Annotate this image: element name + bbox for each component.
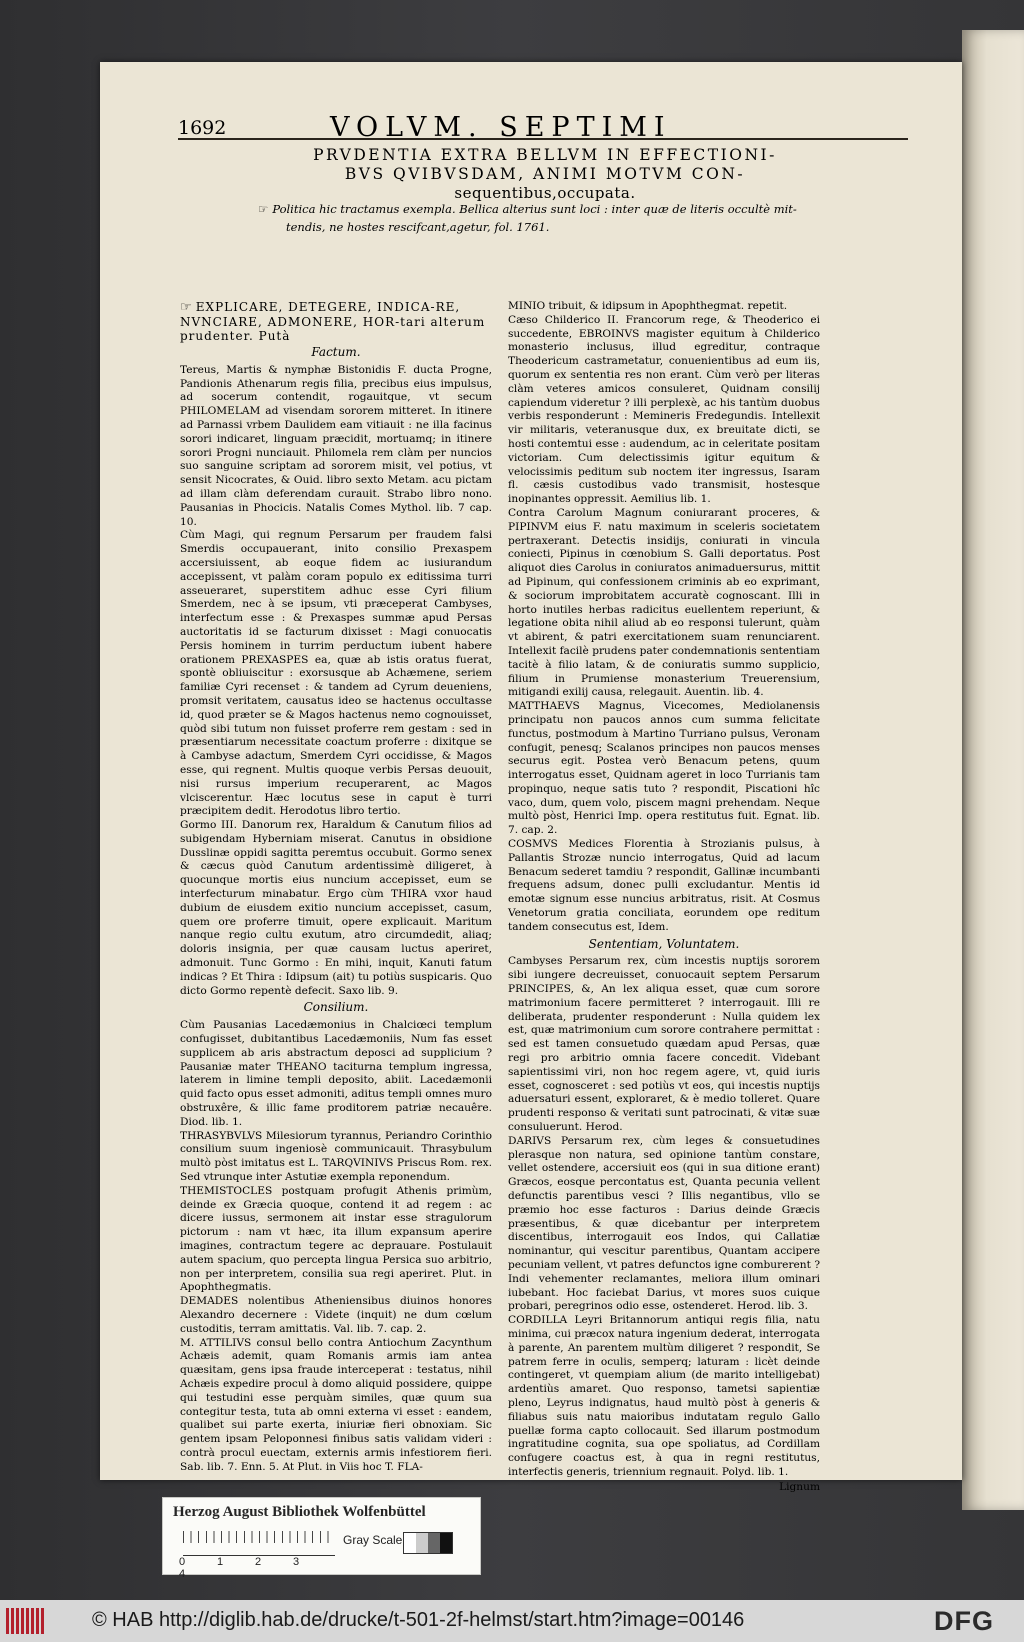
viewer-footer — [0, 1600, 1024, 1642]
paragraph: DARIVS Persarum rex, cùm leges & consuetudines plerasque non natura, sed opinione tantùm constare, vellet ostendere, accersiuit eos (qui in sua ditione erant) Græcos, eosque percontatus est, Quanta pecunia vellent defunctis parentibus vesci ? Illis negantibus, vllo se præmio hoc esse facturos : Darius deinde Græcis præsentibus, & quæ dicebantur per interpretem discentibus, interrogauit eos Indos, qui Callatiæ nominantur, qui vescitur parentibus, Quantam accipere pecuniam vellent, vt patres defunctos igne comburerent ? Indi vehementer reclamantes, meliora illum ominari iubebant. Hoc faciebat Darius, vt mores suos cuique probari, peregrinos odio esse, ostenderet. Herod. lib. 3. — [508, 1134, 820, 1313]
gray-scale-swatch — [403, 1532, 453, 1554]
paragraph: THRASYBVLVS Milesiorum tyrannus, Periandro Corinthio consilium suum ingeniosè communicauit. Thrasybulum multò pòst imitatus est L. TARQVINIVS Priscus Rom. rex. Sed vtrunque inter Astutiæ exempla reponendum. — [180, 1129, 492, 1184]
chapter-title-line-2: BVS QVIBVSDAM, ANIMI MOTVM CON- — [344, 165, 746, 183]
paragraph: DEMADES nolentibus Atheniensibus diuinos honores Alexandro decernere : Videte (inquit) ne dum cœlum custoditis, terram amittatis. Val. lib. 7. cap. 2. — [180, 1295, 492, 1335]
subheading-sententiam: Sententiam, Voluntatem. — [588, 936, 740, 951]
subheading-factum: Factum. — [311, 345, 361, 359]
header-rule — [178, 138, 908, 140]
section-heading: EXPLICARE, DETEGERE, INDICA-RE, NVNCIARE, ADMONERE, HOR-tari alterum prudenter. Putà — [180, 300, 486, 343]
ruler-number: 4 — [179, 1568, 186, 1580]
paragraph: MATTHAEVS Magnus, Vicecomes, Mediolanensis principatu non paucos annos cum summa felicitate functus, postmodum à Martino Turriano pulsus, Veronam confugit, penesq; Scalanos principes non paucos menses securus egit. Postea verò Benacum petens, quum interrogatus esset, Quidnam ageret in loco Turrianis tam propinquo, neque satis tuto ? respondit, Piscationi hîc vaco, dum, quem volo, piscem magni prehendam. Neque multò pòst, Henrici Imp. opera restitutus fuit. Egnat. lib. 7. cap. 2. — [508, 700, 820, 837]
chapter-title-line-3: sequentibus,occupata. — [454, 184, 636, 202]
source-link[interactable]: © HAB http://diglib.hab.de/drucke/t-501-2f-helmst/start.htm?image=00146 — [92, 1609, 745, 1631]
paragraph: CORDILLA Leyri Britannorum antiqui regis filia, natu minima, cui præcox natura ingenium dederat, interrogata à parente, An parentem multùm diligeret ? respondit, Se patrem ferre in oculis, semperq; laturam : licèt deinde contingeret, vt quempiam alium (de marito intelligebat) ardentiùs amaret. Quo responso, tametsi sapientiæ pleno, Leyrus indignatus, haud multò pòst à generis & filiabus suis natu maioribus indutatam regulo Gallo puellæ forma capto collocauit. Sed illarum postmodum ingratitudine cognita, sua ope spoliatus, ad Cordillam confugere coactus est, à qua in regni restitutus, interfectis generis, triennium regnauit. Polyd. lib. 1. — [508, 1314, 820, 1478]
paragraph: COSMVS Medices Florentia à Strozianis pulsus, à Pallantis Strozæ nuncio interrogatus, Quid ad lacum Benacum sederet tamdiu ? respondit, Gallinæ incumbanti frequens adsum, donec pulli excludantur. Mentis id emotæ signum esse nuncius arbitratus, risit. At Cosmus Venetorum gratia conciliata, eorundem ope reditum tandem consecutus est, Idem. — [508, 838, 820, 933]
page-number: 1692 — [178, 117, 227, 139]
paragraph: Cùm Magi, qui regnum Persarum per fraudem falsi Smerdis occupauerant, inito consilio Prexaspem accersiuissent, ab eoque fidem ac iusiurandum accepissent, vt palàm coram populo ex editissima turri asseueraret, superstitem adhuc esse Cyri filium Smerdem, nec à se ipsum, vti præceperat Cambyses, interfectum esse : & Prexaspes summæ apud Persas auctoritatis id se facturum dixisset : Magi conuocatis Persis hominem in turrim perductum iubent habere orationem PREXASPES ea, quæ ab istis oratus fuerat, spontè obliuiscitur : exorsusque ab Achæmene, seriem familiæ Cyri recenset : & tandem ad Cyrum deueniens, promsit veritatem, causatus ideo se hactenus occultasse id, quod præter se & Magos hactenus nemo cognouisset, quòd sibi tutum non fuisset proferre rem gestam : sed in præsentiarum necessitate coactum proferre : dixitque se à Cambyse adactum, Smerdem Cyri occidisse, & Magos esse, qui regnent. Multis quoque verbis Persas deuouit, nisi rursus imperium recuperarent, ac Magos vlciscerentur. Hæc locutus sese in caput è turri præcipitem dedit. Herodotus libro tertio. — [180, 529, 492, 818]
paragraph: MINIO tribuit, & idipsum in Apophthegmat. repetit. — [508, 300, 788, 312]
color-calibration-card — [162, 1497, 481, 1580]
note-line-1: Politica hic tractamus exempla. Bellica alterius sunt loci : inter quæ de literis occultè mit- — [272, 202, 797, 216]
chapter-title — [200, 146, 890, 203]
paragraph: Cæso Childerico II. Francorum rege, & Theoderico ei succedente, EBROINVS magister equitum à Childerico monasterio inclusus, illud egreditur, contraque Theodericum castrametatur, conuenientibus ad eum iis, quorum ex sententia res non erant. Cùm verò per literas clàm veteres amicos consuleret, Quidnam consilij capiendum videretur ? illi perplexè, ac his tantùm duobus verbis responderunt : Memineris Fredegundis. Intellexit vir militaris, veteranusque dux, ex breuitate dicti, se hosti contemtui esse : audendum, ac in celeritate positam victoriam. Cum delectissimis igitur equitum & velocissimis peditum sub noctem iter ingressus, Isaram fl. cæsis custodibus vado transmisit, hostesque inopinantes oppressit. Aemilius lib. 1. — [508, 313, 820, 506]
facing-page-edge — [962, 30, 1024, 1510]
pointing-hand-icon: ☞ — [258, 202, 269, 216]
right-column — [508, 300, 820, 1495]
note-line-2: tendis, ne hostes rescifcant,agetur, fol. 1761. — [286, 220, 550, 234]
paragraph: Contra Carolum Magnum coniurarant proceres, & PIPINVM eius F. natu maximum in sceleris societatem pertraxerant. Detectis insidijs, coniurati in vincula coniecti, Pipinus in cœnobium S. Galli deportatus. Post aliquot dies Carolus in coniuratos animaduersurus, mittit ad Pipinum, qui confessionem criminis ab eo exprimant, & sociorum improbitatem accuratè cognoscant. Illi in horto inutiles herbas radicitus euellentem reperiunt, & legatione obita nihil aliud ab eo responsi tulerunt, quàm vt abirent, & patri exercitationem suam renunciarent. Intellexit facilè prudens pater condemnationis sententiam tacitè à filio latam, & de coniuratis summo supplicio, filium in Prumiense monasterium Treuerensium, mitigandi exilij causa, relegauit. Auentin. lib. 4. — [508, 506, 820, 699]
ruler-number: 2 — [255, 1556, 262, 1568]
paragraph: Gormo III. Danorum rex, Haraldum & Canutum filios ad subigendam Hyberniam miserat. Canutus in obsidione Dusslinæ oppidi sagitta peremtus occubuit. Gormo senex & cæcus quòd Canutum ardentissimè diligeret, à quocunque mortis eius nuncium accepisset, eum se interfecturum minabatur. Ergo cùm THIRA vxor haud dubium de eiusdem exitio nuncium accepisset, casum, quem ore proferre timuit, opere explicauit. Maritum nanque regio cultu exutum, atro circumdedit, aliaq; doloris insignia, per quæ causam luctus aperiret, admonuit. Tunc Gormo : En mihi, inquit, Kanuti fatum indicas ? Et Thira : Idipsum (ait) tu potiùs suspicaris. Quo dicto Gormo repentè defecit. Saxo lib. 9. — [180, 819, 492, 997]
paragraph: Cambyses Persarum rex, cùm incestis nuptijs sororem sibi iungere decreuisset, conuocauit septem Persarum PRINCIPES, &, An lex aliqua esset, quæ cum sorore matrimonium facere permitteret ? interrogauit. Illi re deliberata, prudenter responderunt : Nulla quidem lex est, quæ matrimonium cum sorore contrahere permittat : sed est tamen consuetudo quædam apud Persas, quæ regi pro arbitrio omnia facere concedit. Videbant sapientissimi viri, non hoc regem agere, vt, quid iuris esset, cognosceret : sed potiùs vt eos, qui incestis nuptijs aduersaturi essent, exploraret, & è medio tolleret. Quare prudenti responso & veritati sunt patrocinati, & vitæ suæ consuluerunt. Herod. — [508, 955, 820, 1134]
running-title: VOLVM. SEPTIMI — [330, 112, 672, 143]
chapter-title-line-1: PRVDENTIA EXTRA BELLVM IN EFFECTIONI- — [313, 146, 777, 164]
paragraph: Tereus, Martis & nymphæ Bistonidis F. ducta Progne, Pandionis Athenarum regis filia, precibus eius impulsus, ad socerum contendit, rogauitque, vt secum PHILOMELAM ad visendam sororem mitteret. In itinere ad Parnassi vrbem Daulidem eam vitiauit : ne illa facinus sorori indicaret, linguam præcidit, mortuamq; in itinere sorori Progni nunciauit. Philomela rem clàm per nuncios suo sanguine scriptam ad sororem misit, vel potius, vt sensit Nicocrates, & Ouid. libro sexto Metam. acu pictam ad illam clàm deferendam curauit. Strabo libro nono. Pausanias in Phocicis. Natalis Comes Mythol. lib. 7 cap. 10. — [180, 363, 492, 528]
ruler-number: 0 — [179, 1556, 186, 1568]
ruler-number: 1 — [217, 1556, 224, 1568]
dfg-logo: DFG — [934, 1606, 994, 1636]
paragraph: THEMISTOCLES postquam profugit Athenis primùm, deinde ex Græcia quoque, contend it ad regem : ac dicere iussus, sermonem ait instar esse stragulorum pictorum : nam vt hæc, ita illum expansum aperire imagines, contractum tegere ac deprauare. Postulauit autem spacium, quo percepta lingua Persica suo arbitrio, non per interpretem, consilia sua regi aperiret. Plut. in Apophthegmatis. — [180, 1184, 492, 1294]
gray-scale-label: Gray Scale — [343, 1533, 403, 1547]
subheading-consilium: Consilium. — [303, 1000, 369, 1015]
catchword: Lignum — [779, 1480, 820, 1493]
card-title: Herzog August Bibliothek Wolfenbüttel — [173, 1504, 426, 1520]
paragraph: Cùm Pausanias Lacedæmonius in Chalciœci templum confugisset, dubitantibus Lacedæmoniis, Num fas esset supplicem ab aris abstractum deposci ad supplicium ? Pausaniæ mater THEANO taciturna templum ingressa, laterem in limine templi deposito, abiit. Lacedæmonii quid facto opus esset admoniti, aditus templi omnes muro obstruxêre, & illic fame proditorem patriæ necauêre. Diod. lib. 1. — [180, 1019, 492, 1128]
ruler-number: 3 — [293, 1556, 300, 1568]
pointing-hand-icon: ☞ — [180, 300, 196, 315]
ruler-numbers — [179, 1556, 349, 1580]
left-column — [180, 300, 492, 1475]
chapter-note — [258, 200, 898, 236]
paragraph: M. ATTILIVS consul bello contra Antiochum Zacynthum Achæis ademit, quam Romanis armis iam antea quæsitam, gens ipsa fraude interceperat : testatus, nihil Achæis expedire procul à domo aliquid possidere, quippe qui testudini esse perquàm similes, quæ quum sua contegitur testa, tuta ab omni externa vi esset : eandem, qualibet sui parte exerta, iniuriæ fieri obnoxiam. Sic gentem ipsam Peloponnesi finibus satis validam videri : contrà procul euectam, externis armis infestiorem fieri. Sab. lib. 7. Enn. 5. At Plut. in Viis hoc T. FLA- — [180, 1336, 492, 1473]
scale-ruler — [183, 1531, 335, 1556]
hab-logo-icon — [6, 1608, 46, 1634]
